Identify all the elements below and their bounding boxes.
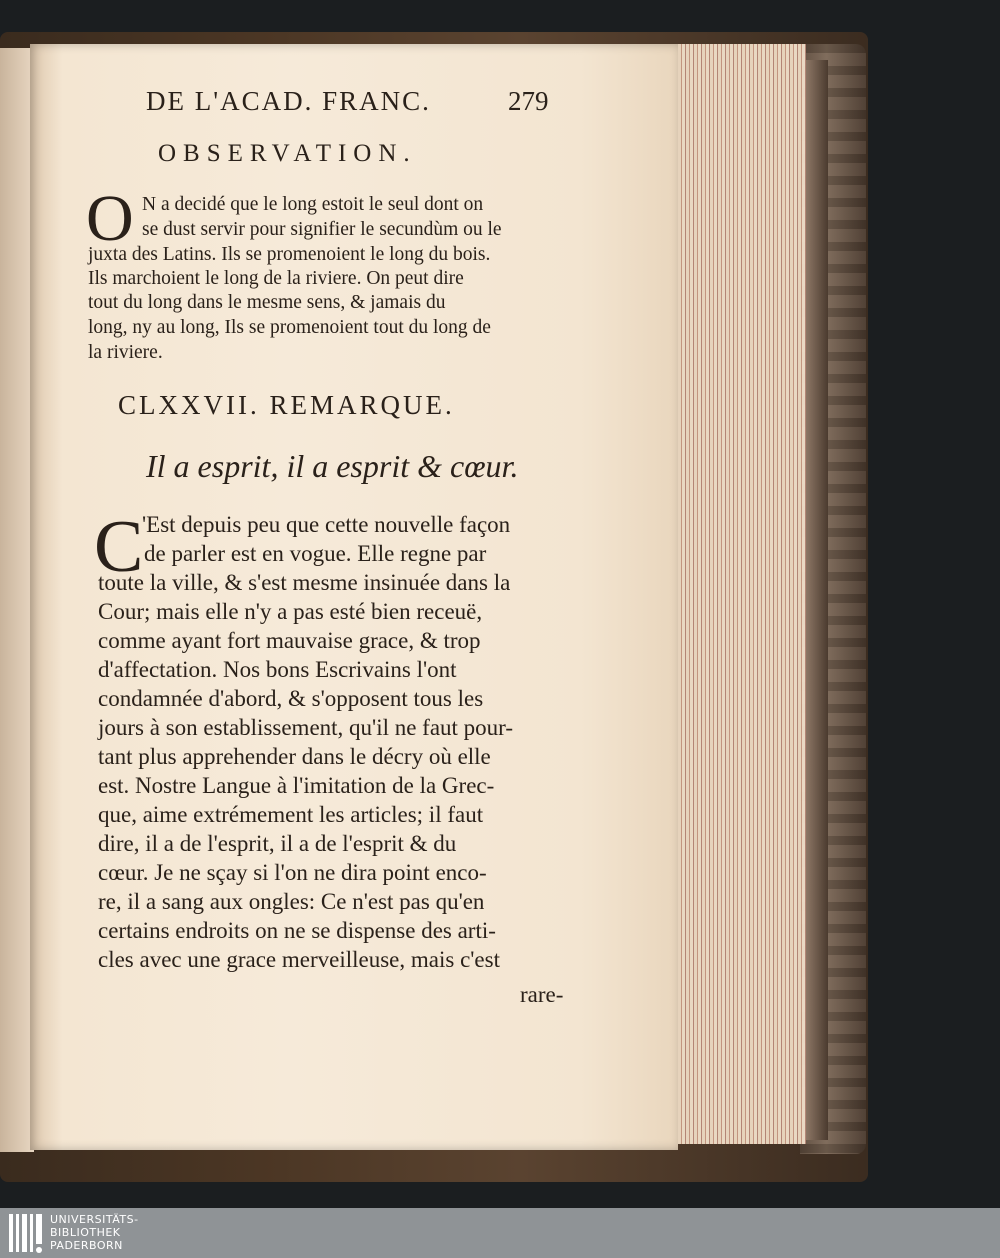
text-line: N a decidé que le long estoit le seul dont on — [142, 194, 484, 215]
text-line: Ils marchoient le long de la riviere. On peut dire — [88, 268, 464, 289]
text-line: juxta des Latins. Ils se promenoient le long du bois. — [88, 244, 491, 265]
catchword: rare- — [520, 982, 564, 1007]
library-logo-icon — [8, 1212, 44, 1254]
text-line: la riviere. — [88, 342, 163, 363]
text-line: re, il a sang aux ongles: Ce n'est pas qu'en — [98, 889, 485, 914]
observation-dropcap: O — [86, 182, 134, 255]
text-line: Cour; mais elle n'y a pas esté bien receuë, — [98, 599, 483, 624]
body-dropcap: C — [94, 506, 144, 588]
library-name-line: PADERBORN — [50, 1239, 123, 1252]
page-fore-edge — [678, 44, 806, 1144]
text-line: long, ny au long, Ils se promenoient tout du long de — [88, 317, 491, 338]
page-number: 279 — [508, 86, 549, 116]
text-line: cœur. Je ne sçay si l'on ne dira point enco- — [98, 860, 487, 885]
text-line: d'affectation. Nos bons Escrivains l'ont — [98, 657, 457, 682]
remarque-title: CLXXVII. REMARQUE. — [118, 390, 455, 420]
library-footer — [0, 1208, 1000, 1258]
library-name — [50, 1213, 139, 1252]
observation-title: OBSERVATION. — [158, 140, 417, 167]
text-line: que, aime extrémement les articles; il faut — [98, 802, 484, 827]
left-page-edge — [0, 48, 34, 1152]
text-line: est. Nostre Langue à l'imitation de la Grec- — [98, 773, 495, 798]
text-line: jours à son establissement, qu'il ne faut pour- — [98, 715, 514, 740]
fore-edge-shadow — [806, 60, 828, 1140]
text-line: se dust servir pour signifier le secundùm ou le — [142, 219, 502, 240]
remarque-heading: Il a esprit, il a esprit & cœur. — [146, 448, 519, 484]
text-line: condamnée d'abord, & s'opposent tous les — [98, 686, 484, 711]
text-line: dire, il a de l'esprit, il a de l'esprit & du — [98, 831, 457, 856]
text-line: tout du long dans le mesme sens, & jamais du — [88, 292, 446, 313]
running-head: DE L'ACAD. FRANC. — [146, 86, 431, 116]
text-line: cles avec une grace merveilleuse, mais c'est — [98, 947, 500, 972]
library-name-line: BIBLIOTHEK — [50, 1226, 121, 1239]
text-line: tant plus apprehender dans le décry où elle — [98, 744, 491, 769]
text-line: 'Est depuis peu que cette nouvelle façon — [142, 512, 511, 537]
text-line: certains endroits on ne se dispense des arti- — [98, 918, 496, 943]
library-name-line: UNIVERSITÄTS- — [50, 1213, 139, 1226]
text-line: toute la ville, & s'est mesme insinuée dans la — [98, 570, 511, 595]
text-line: comme ayant fort mauvaise grace, & trop — [98, 628, 481, 653]
text-line: de parler est en vogue. Elle regne par — [144, 541, 487, 566]
